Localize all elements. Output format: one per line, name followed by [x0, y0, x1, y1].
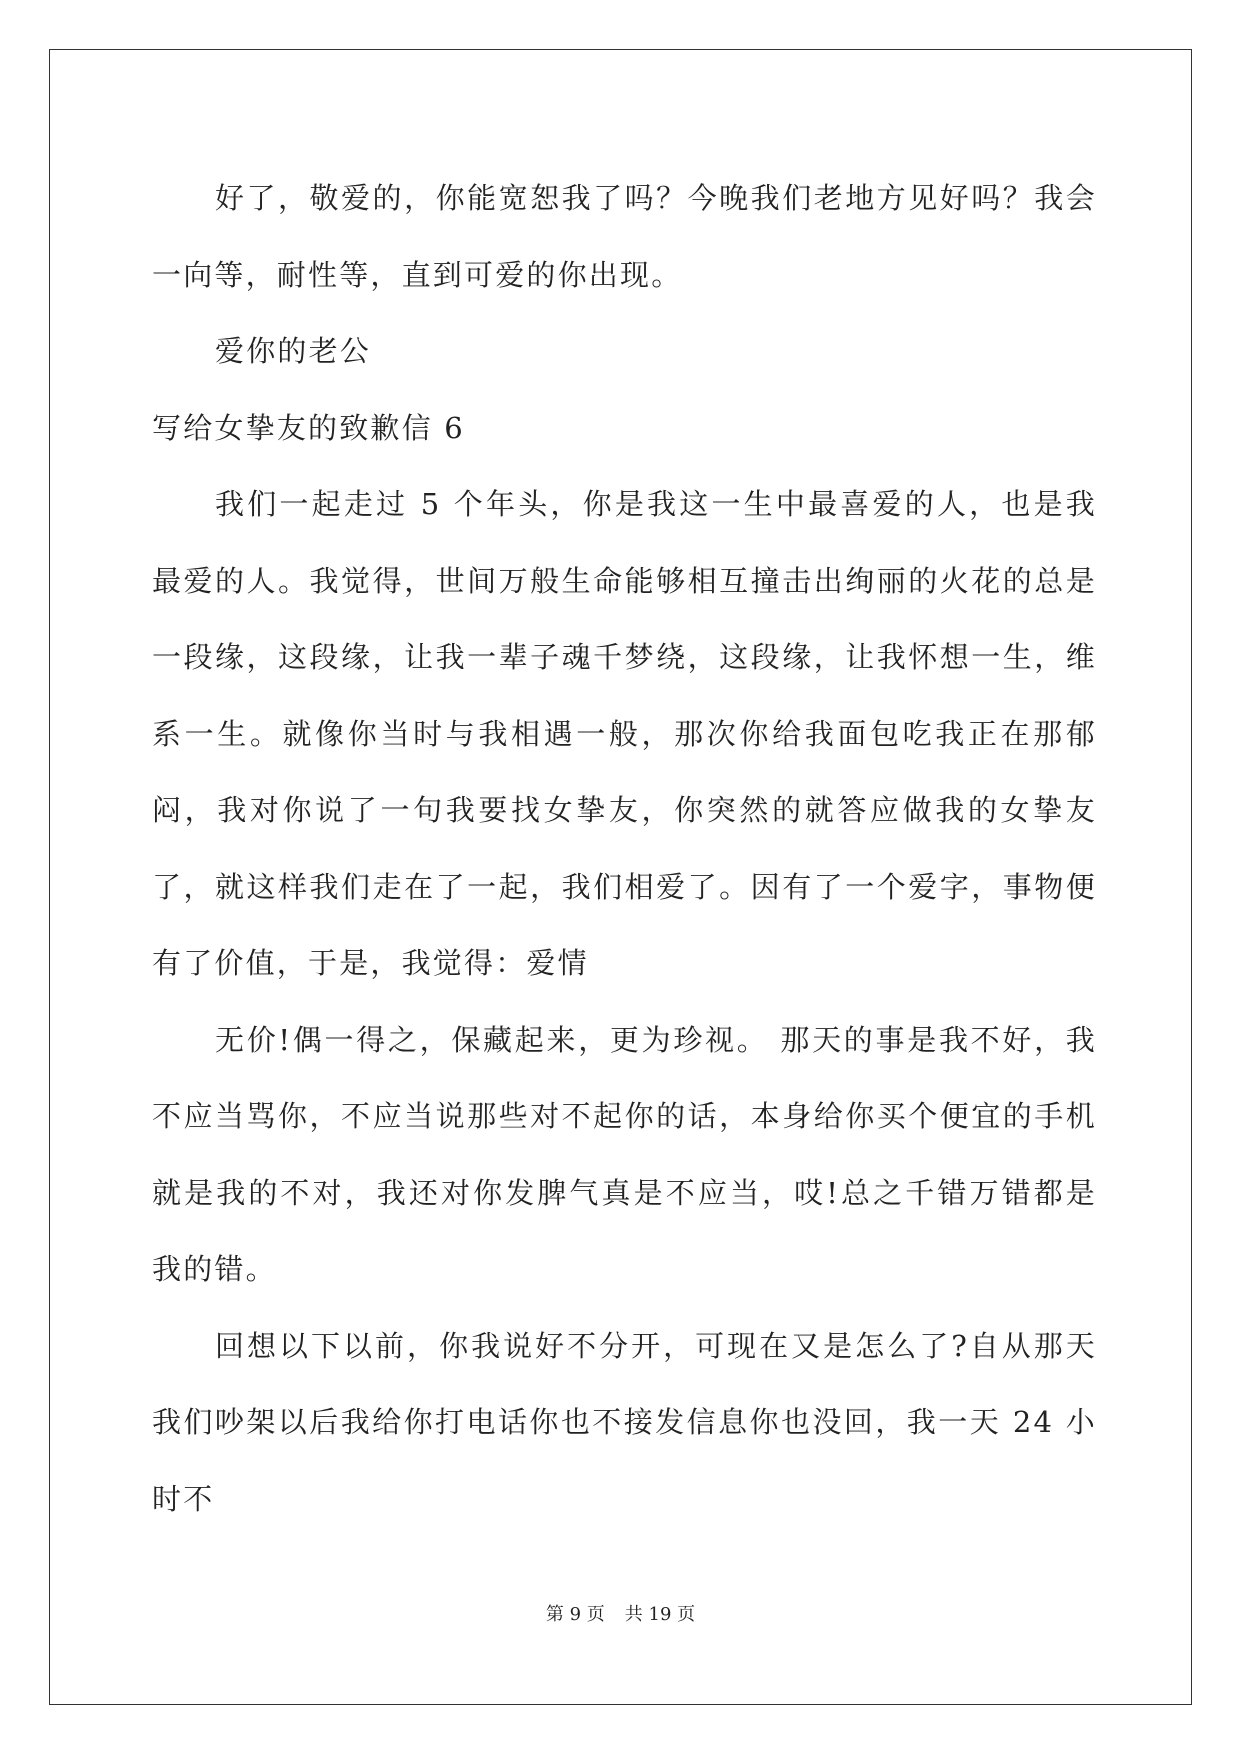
paragraph: 无价!偶一得之，保藏起来，更为珍视。 那天的事是我不好，我不应当骂你，不应当说那些对不起你的话，本身给你买个便宜的手机就是我的不对，我还对你发脾气真是不应当，哎!总之千错万错都是我的错。: [152, 1022, 1097, 1286]
paragraph: 回想以下以前，你我说好不分开，可现在又是怎么了?自从那天我们吵架以后我给你打电话你也不接发信息你也没回，我一天 24 小时不: [152, 1328, 1097, 1516]
paragraph-signature: 爱你的老公: [215, 334, 372, 368]
page-number: 第 9 页: [545, 1604, 605, 1625]
paragraph: 我们一起走过 5 个年头，你是我这一生中最喜爱的人，也是我最爱的人。我觉得，世间万般生命能够相互撞击出绚丽的火花的总是一段缘，这段缘，让我一辈子魂千梦绕，这段缘，让我怀想一生，维系一生。就像你当时与我相遇一般，那次你给我面包吃我正在那郁闷，我对你说了一句我要找女挚友，你突然的就答应做我的女挚友了，就这样我们走在了一起，我们相爱了。因有了一个爱字，事物便有了价值，于是，我觉得：爱情: [152, 487, 1097, 980]
page-total: 共 19 页: [624, 1604, 696, 1625]
page-footer: [0, 1600, 1241, 1626]
paragraph: 好了，敬爱的，你能宽恕我了吗？今晚我们老地方见好吗？我会一向等，耐性等，直到可爱的你出现。: [152, 181, 1097, 292]
section-heading: 写给女挚友的致歉信 6: [152, 410, 465, 445]
document-body: [152, 160, 1097, 1537]
